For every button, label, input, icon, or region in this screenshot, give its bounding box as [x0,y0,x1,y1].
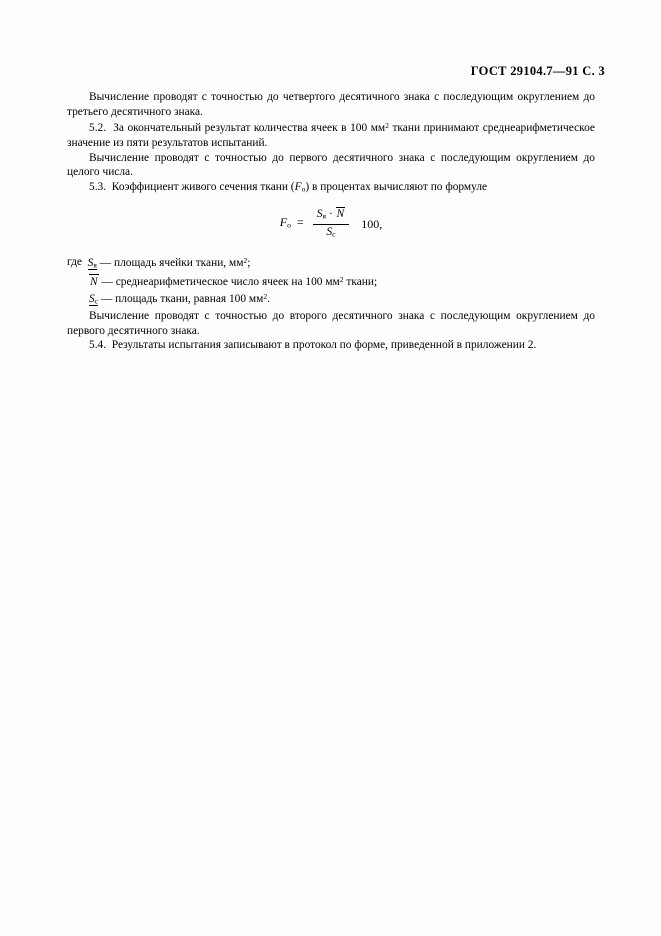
paragraph-text: Результаты испытания записывают в протокол по форме, приведенной в приложении 2. [111,339,537,352]
paragraph-rounding-second [67,309,595,338]
symbol-s-ya: $S_я$ [87,256,97,270]
definitions-lead: где [67,256,82,269]
clause-number: 5.4. [89,339,107,352]
paragraph-text: Вычисление проводят с точностью до первого десятичного знака с последующим округлением до целого числа. [67,151,595,179]
paragraph-5-4 [67,338,595,353]
definitions-line-s-c [67,290,595,309]
definitions-first-line [67,253,595,272]
symbol-s-c: $S_с$ [89,292,99,306]
clause-number: 5.2. [89,122,107,135]
definition-text-s-c: — площадь ткани, равная 100 $мм^2$. [100,291,270,305]
paragraph-text: За окончательный результат количества ячеек в 100 $мм^2$ ткани принимают среднеарифметическое значение из пяти результатов испытаний. [67,121,595,149]
formula-denominator: $S_с$ [326,225,336,239]
paragraph-text: Коэффициент живого сечения ткани $(F_о)$ в процентах вычисляют по формуле [111,180,488,194]
paragraph-text: Вычисление проводят с точностью до четвертого десятичного знака с последующим округлением до третьего десятичного знака. [67,91,595,118]
paragraph-rounding-first [67,151,595,180]
formula-multiplier: 100, [361,216,383,231]
paragraph-text: Вычисление проводят с точностью до второго десятичного знака с последующим округлением до первого десятичного знака. [67,310,595,337]
document-body [67,90,595,353]
clause-number: 5.3. [89,180,107,193]
formula-expression [280,208,382,240]
symbol-n: N [90,276,98,288]
formula-fraction [313,208,350,240]
definition-text-s-ya: — площадь ячейки ткани, $мм^2$; [99,255,251,269]
formula-lhs: $F_о$ = [279,215,304,230]
paragraph-5-2 [67,119,595,150]
formula-live-section-coefficient [67,208,595,240]
paragraph-5-3 [67,180,595,197]
formula-numerator: $S_я \cdot N$ [313,208,350,225]
paragraph-rounding-fourth [67,90,595,119]
definitions-line-n [67,273,595,290]
page-header: ГОСТ 29104.7—91 С. 3 [470,64,605,78]
definition-text-n: — среднеарифметическое число ячеек на 100 $мм^2$ ткани; [101,274,378,288]
